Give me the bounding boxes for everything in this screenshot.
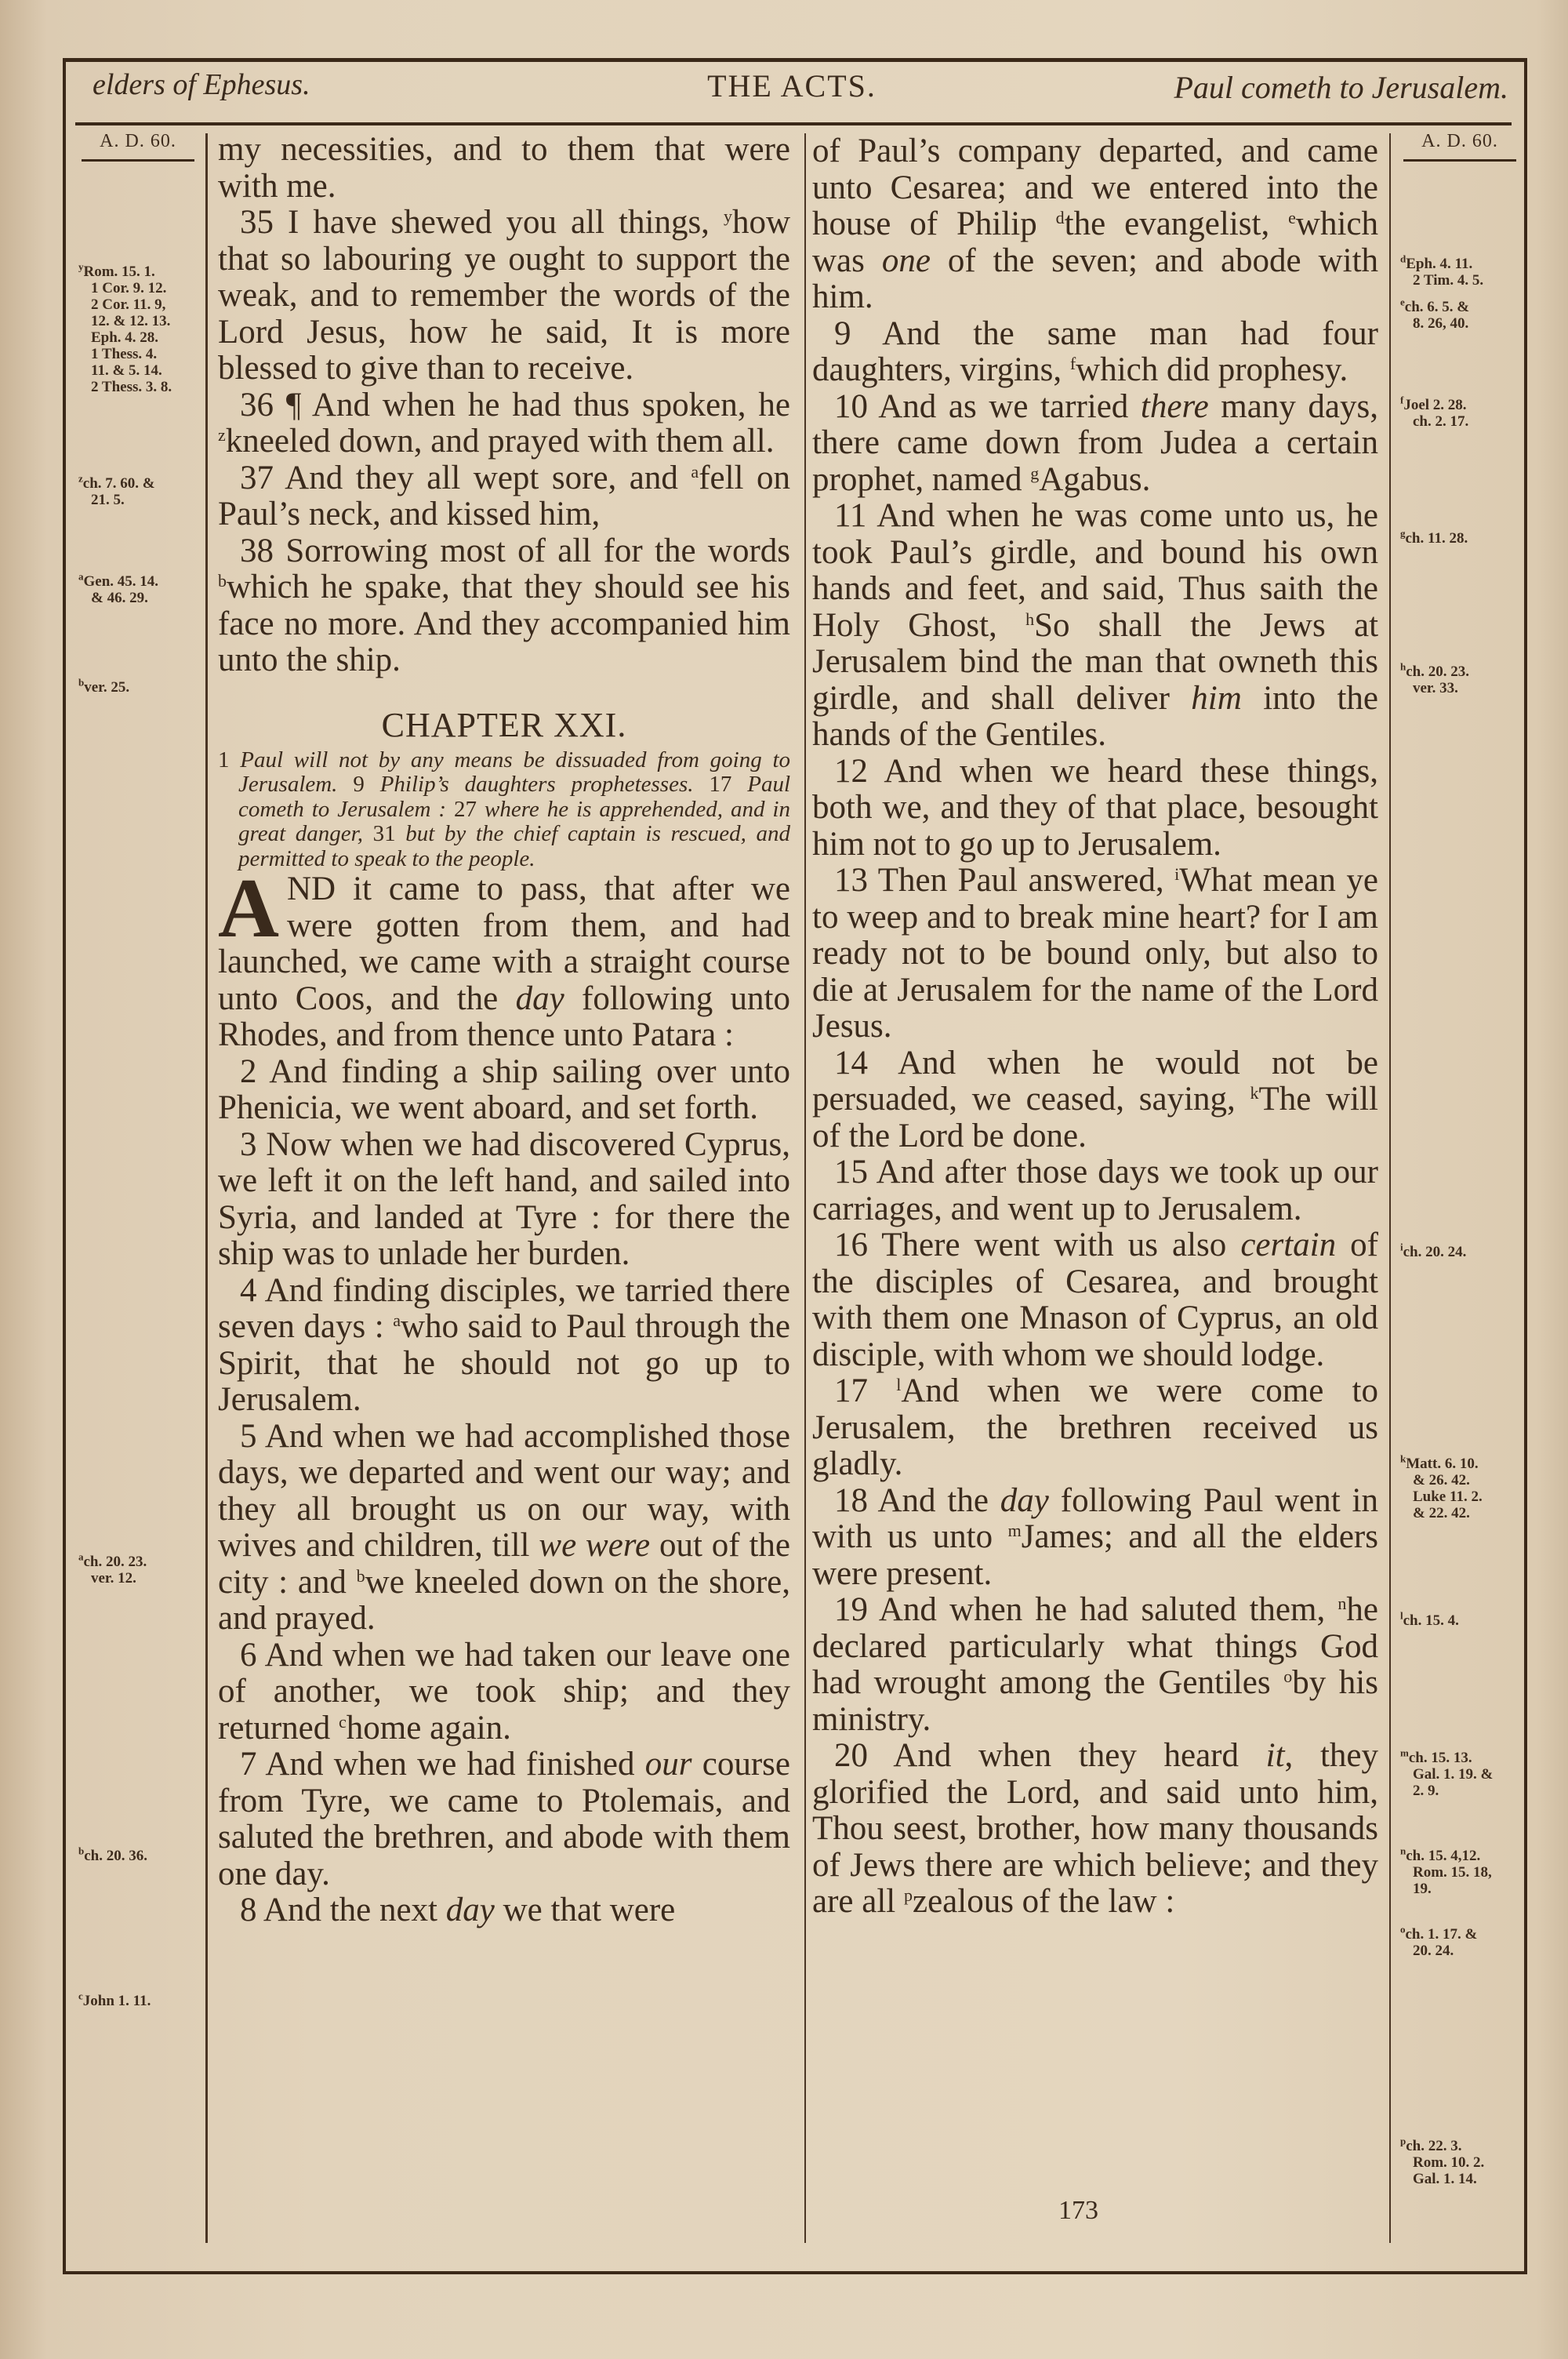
margin-note-line [1400, 527, 1518, 547]
margin-note-text: ch. 1. 17. & [1405, 1926, 1478, 1943]
margin-note-line: Luke 11. 2. [1413, 1488, 1483, 1505]
right-margin-notes [1392, 133, 1527, 2243]
verse-14: 14 And when he would not be persuaded, we ceased, saying, $^k$The will of the Lord be done. [812, 1044, 1379, 1154]
margin-note-line: ver. 33. [1413, 680, 1458, 696]
verse-9: 9 And the same man had four daughters, virgins, $^f$which did prophesy. [812, 314, 1378, 388]
margin-note-line [1400, 1845, 1518, 1864]
margin-note-text: ch. 20. 36. [84, 1848, 147, 1864]
verse-11: 11 And when he was come unto us, he took Paul’s girdle, and bound his own hands and feet, and said, Thus saith the Holy Ghost, $^h$So shall the Jews at Jerusalem bind the man that owneth this girdle, and shall deliver him into the hands of the Gentiles. [812, 497, 1379, 753]
verse-16: 16 There went with us also certain of the disciples of Cesarea, and brought with them one Mnason of Cyprus, an old disciple, with whom we should lodge. [812, 1227, 1378, 1373]
margin-note [78, 1550, 196, 1587]
margin-note-text: Matt. 6. 10. [1406, 1456, 1479, 1472]
verse-5: 5 And when we had accomplished those days, we departed and went our way; and they all brought us on our way, with wives and children, till we were out of the city : and $^b$we kneeled down on the shore, and prayed. [218, 1417, 791, 1637]
verse-18: 18 And the day following Paul went in with us unto $^m$James; and all the elders were present. [812, 1481, 1378, 1592]
margin-note [1400, 527, 1518, 547]
margin-note [1400, 1452, 1518, 1521]
margin-note [1400, 1923, 1518, 1959]
verse-2: 2 And finding a ship sailing over unto Phenicia, we went aboard, and set forth. [218, 1052, 790, 1126]
margin-note-line: 1 Cor. 9. 12. [91, 280, 167, 296]
verse-20: 20 And when they heard it, they glorified the Lord, and said unto him, Thou seest, brother, how many thousands of Jews there are which believe; and they are all $^p$zealous of the law : [812, 1737, 1378, 1920]
reference-mark: n [1338, 1594, 1347, 1613]
margin-note [78, 676, 196, 696]
reference-mark: m [1007, 1521, 1022, 1540]
pilcrow-icon: ¶ [285, 386, 302, 423]
drop-cap: A [218, 862, 279, 955]
margin-note-line: & 22. 42. [1413, 1505, 1470, 1521]
margin-note-text: ch. 15. 13. [1408, 1750, 1472, 1766]
margin-note-mark: e [1400, 296, 1405, 308]
margin-note-line [78, 1550, 196, 1570]
running-header [71, 64, 1513, 111]
margin-note-text: ch. 20. 23. [1406, 663, 1469, 680]
margin-note [78, 1845, 196, 1864]
margin-note [1400, 2135, 1518, 2187]
margin-note [78, 260, 196, 395]
margin-note-line [78, 472, 196, 492]
margin-note-line: 20. 24. [1413, 1943, 1454, 1959]
verse-38: 38 Sorrowing most of all for the words $^b$which he spake, that they should see his face no more. And they accompanied him unto the ship. [218, 532, 790, 678]
reference-mark: y [723, 206, 732, 226]
margin-note-mark: o [1400, 1923, 1406, 1936]
margin-note-text: ch. 22. 3. [1406, 2138, 1462, 2154]
reference-mark: k [1250, 1083, 1259, 1103]
margin-note-line [1400, 253, 1518, 272]
margin-note-text: John 1. 11. [82, 1993, 151, 2009]
verse-37: 37 And they all wept sore, and $^a$fell on Paul’s neck, and kissed him, [218, 459, 791, 533]
margin-note [1400, 394, 1518, 430]
left-margin-rule [205, 133, 208, 2243]
margin-note-line [1400, 394, 1518, 413]
margin-note-mark: d [1400, 253, 1406, 265]
margin-note-line: Eph. 4. 28. [91, 329, 159, 346]
continuation-text: of Paul’s company departed, and came unto Cesarea; and we entered into the house of Philip $^d$the evangelist, $^e$which was one of the seven; and abode with him. [812, 133, 1379, 315]
margin-note-line: 11. & 5. 14. [91, 362, 162, 379]
margin-note-line: & 26. 42. [1413, 1472, 1470, 1488]
margin-note-text: ch. 20. 24. [1403, 1244, 1467, 1260]
reference-mark: a [691, 461, 699, 482]
margin-note-text: ch. 20. 23. [83, 1554, 147, 1570]
era-label: A. D. 60. [100, 131, 176, 151]
margin-note-mark: c [78, 1990, 83, 2002]
margin-note-line: 2. 9. [1413, 1783, 1439, 1799]
left-margin-notes [71, 133, 205, 2243]
verse-15: 15 And after those days we took up our carriages, and went up to Jerusalem. [812, 1154, 1378, 1227]
verse-6: 6 And when we had taken our leave one of another, we took ship; and they returned $^c$home again. [218, 1636, 790, 1747]
margin-note-mark: k [1400, 1452, 1406, 1465]
margin-note-line [1400, 1923, 1518, 1943]
verse-12: 12 And when we heard these things, both we, and they of that place, besought him not to go up to Jerusalem. [812, 752, 1378, 863]
margin-note-text: ch. 7. 60. & [82, 475, 155, 492]
margin-note-text: Gen. 45. 14. [83, 573, 159, 590]
margin-note-line [1400, 296, 1518, 315]
margin-note-line: 2 Thess. 3. 8. [91, 379, 172, 395]
margin-note [1400, 1241, 1518, 1260]
reference-mark: c [339, 1711, 347, 1732]
verse-4: 4 And finding disciples, we tarried there seven days : $^a$who said to Paul through the Spirit, that he should not go up to Jerusalem. [218, 1271, 791, 1418]
margin-note-mark: n [1400, 1845, 1406, 1857]
era-label-right: A. D. 60. [1421, 131, 1498, 151]
margin-note-mark: p [1400, 2135, 1406, 2147]
margin-note [1400, 1609, 1518, 1629]
reference-mark: o [1283, 1667, 1293, 1686]
verse-7: 7 And when we had finished our course from Tyre, we came to Ptolemais, and saluted the brethren, and abode with them one day. [218, 1746, 790, 1892]
margin-note [1400, 1845, 1518, 1897]
margin-note-line [1400, 1452, 1518, 1472]
margin-note-mark: g [1400, 527, 1406, 540]
margin-note [78, 472, 196, 508]
continuation-text: my necessities, and to them that were with me. [218, 131, 790, 205]
margin-note-line [1400, 1747, 1518, 1766]
margin-note [78, 1990, 196, 2009]
margin-note-line: Rom. 15. 18, [1413, 1864, 1492, 1881]
margin-note-mark: i [1400, 1241, 1403, 1253]
verse-19: 19 And when he had saluted them, $^n$he declared particularly what things God had wrought among the Gentiles $^o$by his ministry. [812, 1591, 1378, 1738]
margin-note-text: ch. 15. 4,12. [1406, 1848, 1481, 1864]
margin-note-line: ver. 12. [91, 1570, 136, 1587]
margin-note-line [78, 570, 196, 590]
margin-note-line [1400, 660, 1518, 680]
margin-note-line [78, 1990, 196, 2009]
margin-note-text: Eph. 4. 11. [1406, 256, 1473, 272]
margin-note-mark: m [1400, 1747, 1409, 1759]
margin-note-text: ch. 11. 28. [1405, 530, 1468, 547]
margin-note-mark: z [78, 472, 83, 485]
margin-note-line [1400, 2135, 1518, 2154]
reference-mark: z [218, 425, 226, 445]
verse-1: AND it came to pass, that after we were gotten from them, and had launched, we came with a straight course unto Coos, and the day following unto Rhodes, and from thence unto Patara : [218, 862, 791, 1053]
margin-note-line: Gal. 1. 19. & [1413, 1766, 1494, 1783]
margin-note-line [78, 260, 196, 280]
margin-note-mark: l [1400, 1609, 1403, 1622]
margin-note-line: 19. [1413, 1881, 1432, 1897]
header-book-title: THE ACTS. [707, 68, 877, 104]
verse-8: 8 And the next day we that were [240, 1892, 676, 1928]
reference-mark: d [1055, 208, 1065, 227]
header-right: Paul cometh to Jerusalem. [1174, 70, 1508, 105]
margin-note [1400, 296, 1518, 332]
era-rule [82, 159, 194, 162]
margin-note-line: 2 Tim. 4. 5. [1413, 272, 1484, 289]
margin-note-line [1400, 1609, 1518, 1629]
margin-note-line: 12. & 12. 13. [91, 313, 171, 329]
verse-17: 17 $^l$And when we were come to Jerusalem, the brethren received us gladly. [812, 1372, 1378, 1482]
reference-mark: h [1025, 609, 1035, 629]
reference-mark: p [903, 1885, 913, 1905]
reference-mark: l [896, 1375, 902, 1394]
margin-note [1400, 1747, 1518, 1799]
margin-note-text: ver. 25. [84, 679, 130, 696]
margin-note-text: ch. 6. 5. & [1404, 299, 1470, 315]
margin-note-text: Joel 2. 28. [1403, 397, 1467, 413]
margin-note-text: ch. 15. 4. [1403, 1612, 1459, 1629]
era-rule-right [1403, 159, 1516, 162]
margin-note-line: Rom. 10. 2. [1413, 2154, 1485, 2171]
margin-note-text: Rom. 15. 1. [83, 264, 155, 280]
margin-note [1400, 253, 1518, 289]
verse-3: 3 Now when we had discovered Cyprus, we left it on the left hand, and sailed into Syria, and landed at Tyre : for there the ship was to unlade her burden. [218, 1125, 790, 1272]
margin-note-mark: a [78, 1550, 84, 1563]
margin-note-line: 1 Thess. 4. [91, 346, 158, 362]
margin-note-line [78, 1845, 196, 1864]
margin-note-line [1400, 1241, 1518, 1260]
reference-mark: a [393, 1310, 401, 1330]
verse-36: 36 ¶ And when he had thus spoken, he $^z$kneeled down, and prayed with them all. [218, 386, 790, 460]
margin-note-line: 8. 26, 40. [1413, 315, 1469, 332]
reference-mark: b [218, 571, 227, 591]
verse-35: 35 I have shewed you all things, $^y$how that so labouring ye ought to support the weak, and to remember the words of the Lord Jesus, how he said, It is more blessed to give than to receive. [218, 204, 791, 387]
margin-note-mark: f [1400, 394, 1404, 406]
margin-note [1400, 660, 1518, 696]
header-rule [75, 122, 1512, 125]
margin-note [78, 570, 196, 606]
margin-note-line: 2 Cor. 11. 9, [91, 296, 166, 313]
margin-note-line [78, 676, 196, 696]
verse-10: 10 And as we tarried there many days, there came down from Judea a certain prophet, named $^g$Agabus. [812, 387, 1378, 498]
margin-note-mark: b [78, 676, 85, 689]
reference-mark: b [356, 1565, 365, 1586]
header-left: elders of Ephesus. [93, 68, 310, 101]
margin-note-mark: y [78, 260, 84, 273]
reference-mark: i [1174, 864, 1180, 884]
reference-mark: g [1030, 463, 1040, 483]
verse-13: 13 Then Paul answered, $^i$What mean ye to weep and to break mine heart? for I am ready not to be bound only, but also to die at Jerusalem for the name of the Lord Jesus. [812, 862, 1378, 1045]
chapter-summary: 1 Paul will not by any means be dissuaded from going to Jerusalem. 9 Philip’s daughters prophetesses. 17 Paul cometh to Jerusalem : 27 where he is apprehended, and in great danger, 31 but by the chief captain is rescued, and permitted to speak to the people. [218, 747, 791, 871]
margin-note-line: & 46. 29. [91, 590, 148, 606]
page-number: 173 [1058, 2196, 1098, 2225]
center-column-rule [804, 133, 806, 2243]
left-text-column [218, 132, 790, 1929]
margin-note-line: 21. 5. [91, 492, 125, 508]
margin-note-line: Gal. 1. 14. [1413, 2171, 1477, 2187]
margin-note-mark: a [78, 570, 84, 583]
reference-mark: f [1069, 354, 1076, 373]
chapter-heading: CHAPTER XXI. [381, 705, 627, 744]
margin-note-mark: b [78, 1845, 85, 1857]
margin-note-mark: h [1400, 660, 1406, 673]
right-margin-rule [1389, 133, 1391, 2243]
right-text-column [812, 133, 1378, 1921]
margin-note-line: ch. 2. 17. [1413, 413, 1469, 430]
reference-mark: e [1288, 208, 1296, 227]
